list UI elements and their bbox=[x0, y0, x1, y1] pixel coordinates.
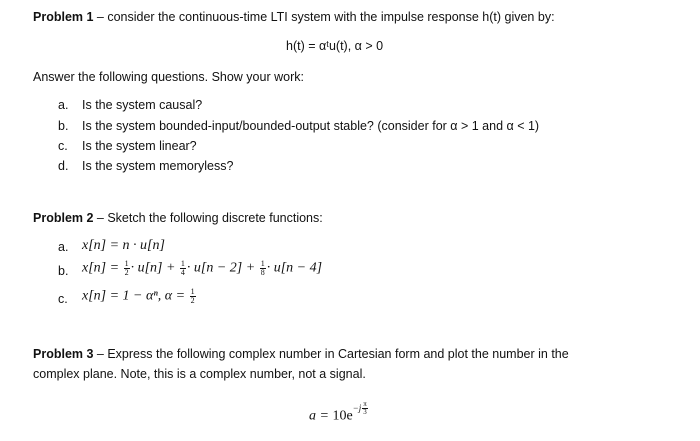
item-expression: x[n] = 1 − αⁿ, α = $\frac{1}{2}$ bbox=[82, 287, 195, 305]
problem-2-item-c bbox=[58, 287, 195, 306]
item-letter: b. bbox=[58, 264, 69, 278]
problem-3-text-line1: Express the following complex number in Cartesian form and plot the number in the bbox=[107, 347, 569, 361]
problem-1-equation: h(t) = αᵗu(t), α > 0 bbox=[286, 39, 384, 53]
item-letter: d. bbox=[58, 159, 69, 173]
item-letter: b. bbox=[58, 119, 69, 133]
exponent: −j π 3 bbox=[352, 400, 367, 416]
problem-1-item-c bbox=[58, 139, 197, 153]
item-expression: x[n] = $\frac{1}{2}$ · u[n] + $\frac{1}{4}$ · u[n − 2] + $\frac{1}{8}$ · u[n − 4] bbox=[82, 259, 323, 277]
problem-3-label: Problem 3 bbox=[33, 347, 94, 361]
item-letter: c. bbox=[58, 292, 68, 306]
problem-1-item-b bbox=[58, 119, 540, 133]
problem-1-dash: – bbox=[93, 10, 108, 24]
item-text: Is the system causal? bbox=[82, 98, 203, 112]
problem-2-dash: – bbox=[93, 211, 108, 225]
problem-2-text: Sketch the following discrete functions: bbox=[107, 211, 323, 225]
problem-2-heading bbox=[33, 211, 323, 225]
fraction: $\frac{1}{2}$ bbox=[124, 259, 129, 277]
problem-2-item-a bbox=[58, 238, 165, 254]
problem-1-text: consider the continuous-time LTI system with the impulse response h(t) given by: bbox=[107, 10, 555, 24]
problem-1-instructions: Answer the following questions. Show your work: bbox=[33, 70, 304, 84]
problem-1-item-a bbox=[58, 98, 203, 112]
problem-2-label: Problem 2 bbox=[33, 211, 94, 225]
item-expression: x[n] = n · u[n] bbox=[82, 238, 165, 253]
problem-1-item-d bbox=[58, 159, 234, 173]
fraction: $\frac{1}{8}$ bbox=[260, 259, 265, 277]
problem-2-item-b bbox=[58, 259, 323, 278]
item-letter: c. bbox=[58, 139, 68, 153]
problem-1-heading bbox=[33, 10, 555, 24]
problem-3-equation: $a = 10e^{-j \frac{\pi}{3}}$ bbox=[309, 400, 367, 424]
problem-1-label: Problem 1 bbox=[33, 10, 94, 24]
problem-3-text-line2: complex plane. Note, this is a complex number, not a signal. bbox=[33, 367, 366, 381]
item-text: Is the system bounded-input/bounded-output stable? (consider for α > 1 and α < 1) bbox=[82, 119, 540, 133]
item-letter: a. bbox=[58, 98, 69, 112]
fraction: $\frac{1}{2}$ bbox=[190, 287, 195, 305]
fraction: $\frac{1}{4}$ bbox=[180, 259, 185, 277]
item-letter: a. bbox=[58, 240, 69, 254]
problem-3-dash: – bbox=[93, 347, 108, 361]
problem-3-heading bbox=[33, 347, 569, 361]
item-text: Is the system memoryless? bbox=[82, 159, 234, 173]
item-text: Is the system linear? bbox=[82, 139, 197, 153]
